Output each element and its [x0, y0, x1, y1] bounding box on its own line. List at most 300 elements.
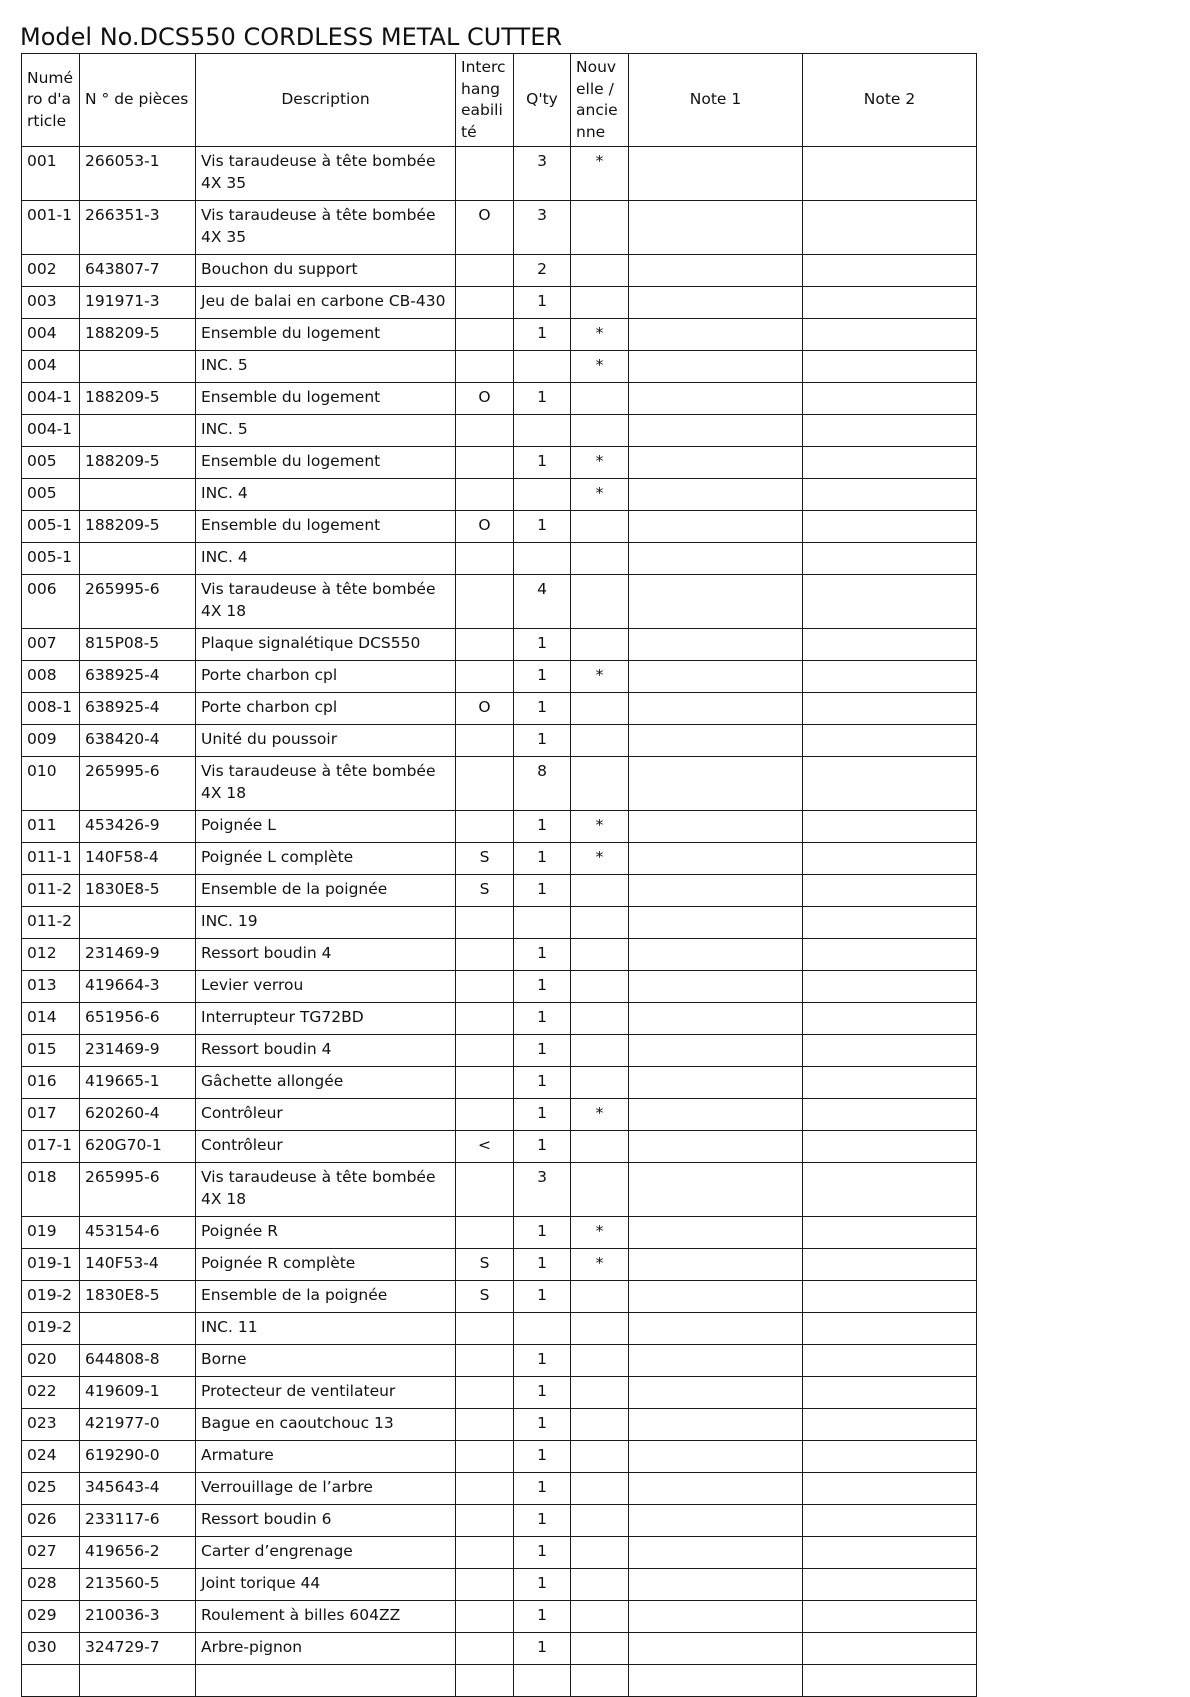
cell-note1	[629, 447, 803, 479]
cell-interchangeability	[456, 1377, 514, 1409]
cell-interchangeability: O	[456, 201, 514, 255]
cell-note2	[803, 147, 977, 201]
cell-part-no: 188209-5	[80, 383, 196, 415]
header-qty: Q'ty	[514, 54, 571, 147]
cell-note2	[803, 1131, 977, 1163]
cell-part-no: 419664-3	[80, 971, 196, 1003]
cell-description: Ressort boudin 6	[196, 1505, 456, 1537]
cell-item-no: 002	[22, 255, 80, 287]
cell-item-no: 023	[22, 1409, 80, 1441]
cell-qty	[514, 479, 571, 511]
cell-qty	[514, 1313, 571, 1345]
cell-interchangeability: O	[456, 693, 514, 725]
table-row	[22, 1345, 977, 1377]
cell-part-no: 638925-4	[80, 693, 196, 725]
cell-note2	[803, 907, 977, 939]
cell-qty: 3	[514, 201, 571, 255]
cell-description: Vis taraudeuse à tête bombée 4X 35	[196, 147, 456, 201]
cell-new-old	[571, 287, 629, 319]
cell-note1	[629, 575, 803, 629]
cell-interchangeability	[456, 939, 514, 971]
table-row	[22, 1537, 977, 1569]
cell-note2	[803, 319, 977, 351]
cell-new-old	[571, 693, 629, 725]
cell-qty	[514, 415, 571, 447]
table-row	[22, 1131, 977, 1163]
cell-item-no: 004	[22, 319, 80, 351]
table-row	[22, 1099, 977, 1131]
cell-note1	[629, 1505, 803, 1537]
cell-interchangeability	[456, 1345, 514, 1377]
cell-part-no: 419656-2	[80, 1537, 196, 1569]
cell-part-no	[80, 351, 196, 383]
cell-item-no: 025	[22, 1473, 80, 1505]
cell-item-no: 016	[22, 1067, 80, 1099]
cell-note1	[629, 757, 803, 811]
cell-note2	[803, 1665, 977, 1697]
cell-note2	[803, 1505, 977, 1537]
cell-new-old	[571, 875, 629, 907]
cell-description: Plaque signalétique DCS550	[196, 629, 456, 661]
table-row	[22, 447, 977, 479]
cell-description: INC. 4	[196, 479, 456, 511]
cell-item-no: 004-1	[22, 415, 80, 447]
cell-new-old	[571, 971, 629, 1003]
cell-qty: 1	[514, 1377, 571, 1409]
cell-note1	[629, 875, 803, 907]
cell-note2	[803, 447, 977, 479]
cell-interchangeability	[456, 351, 514, 383]
cell-part-no: 231469-9	[80, 1035, 196, 1067]
cell-interchangeability	[456, 415, 514, 447]
cell-qty: 1	[514, 693, 571, 725]
cell-interchangeability	[456, 543, 514, 575]
cell-part-no: 643807-7	[80, 255, 196, 287]
cell-new-old: *	[571, 1249, 629, 1281]
cell-note1	[629, 1249, 803, 1281]
page-title: Model No.DCS550 CORDLESS METAL CUTTER	[20, 23, 563, 51]
cell-new-old	[571, 575, 629, 629]
cell-item-no: 013	[22, 971, 80, 1003]
cell-note2	[803, 939, 977, 971]
cell-qty: 1	[514, 1409, 571, 1441]
cell-item-no: 008-1	[22, 693, 80, 725]
cell-note1	[629, 1633, 803, 1665]
table-row	[22, 1505, 977, 1537]
cell-item-no	[22, 1665, 80, 1697]
cell-note1	[629, 201, 803, 255]
cell-part-no	[80, 415, 196, 447]
cell-description: INC. 11	[196, 1313, 456, 1345]
cell-qty: 1	[514, 971, 571, 1003]
cell-item-no: 008	[22, 661, 80, 693]
cell-item-no: 006	[22, 575, 80, 629]
cell-item-no: 022	[22, 1377, 80, 1409]
cell-new-old	[571, 1313, 629, 1345]
cell-new-old	[571, 1281, 629, 1313]
table-row	[22, 629, 977, 661]
cell-item-no: 003	[22, 287, 80, 319]
cell-qty: 1	[514, 1601, 571, 1633]
cell-description: Ensemble de la poignée	[196, 1281, 456, 1313]
cell-item-no: 017	[22, 1099, 80, 1131]
cell-item-no: 011-1	[22, 843, 80, 875]
cell-note1	[629, 319, 803, 351]
table-row	[22, 1163, 977, 1217]
table-row	[22, 1281, 977, 1313]
table-row	[22, 725, 977, 757]
cell-note1	[629, 1409, 803, 1441]
cell-item-no: 019-1	[22, 1249, 80, 1281]
cell-note2	[803, 661, 977, 693]
cell-note1	[629, 1537, 803, 1569]
cell-new-old	[571, 1601, 629, 1633]
cell-part-no: 345643-4	[80, 1473, 196, 1505]
cell-description: Carter d’engrenage	[196, 1537, 456, 1569]
cell-note1	[629, 1569, 803, 1601]
cell-part-no: 210036-3	[80, 1601, 196, 1633]
cell-part-no: 140F58-4	[80, 843, 196, 875]
table-row	[22, 1003, 977, 1035]
cell-item-no: 004	[22, 351, 80, 383]
cell-description: Ensemble du logement	[196, 319, 456, 351]
cell-description: Protecteur de ventilateur	[196, 1377, 456, 1409]
cell-note1	[629, 1099, 803, 1131]
cell-description: Borne	[196, 1345, 456, 1377]
cell-interchangeability	[456, 1163, 514, 1217]
cell-description: Jeu de balai en carbone CB-430	[196, 287, 456, 319]
cell-description: INC. 5	[196, 415, 456, 447]
cell-note2	[803, 1281, 977, 1313]
cell-interchangeability	[456, 907, 514, 939]
cell-qty: 4	[514, 575, 571, 629]
cell-note2	[803, 1217, 977, 1249]
cell-description: Verrouillage de l’arbre	[196, 1473, 456, 1505]
cell-part-no: 1830E8-5	[80, 1281, 196, 1313]
cell-description: Vis taraudeuse à tête bombée 4X 18	[196, 1163, 456, 1217]
cell-description: Roulement à billes 604ZZ	[196, 1601, 456, 1633]
cell-description: Levier verrou	[196, 971, 456, 1003]
table-row	[22, 1601, 977, 1633]
cell-note2	[803, 971, 977, 1003]
cell-note2	[803, 629, 977, 661]
cell-interchangeability	[456, 1505, 514, 1537]
cell-item-no: 009	[22, 725, 80, 757]
cell-new-old	[571, 1505, 629, 1537]
cell-qty: 1	[514, 843, 571, 875]
cell-note1	[629, 255, 803, 287]
table-row	[22, 757, 977, 811]
cell-new-old	[571, 1409, 629, 1441]
cell-note2	[803, 1067, 977, 1099]
cell-new-old	[571, 939, 629, 971]
cell-item-no: 026	[22, 1505, 80, 1537]
cell-note2	[803, 575, 977, 629]
cell-item-no: 004-1	[22, 383, 80, 415]
cell-description: Joint torique 44	[196, 1569, 456, 1601]
cell-note2	[803, 811, 977, 843]
cell-part-no: 620260-4	[80, 1099, 196, 1131]
cell-qty: 1	[514, 811, 571, 843]
cell-description: Ensemble du logement	[196, 447, 456, 479]
cell-interchangeability	[456, 1067, 514, 1099]
table-row	[22, 843, 977, 875]
table-row	[22, 543, 977, 575]
table-row	[22, 511, 977, 543]
cell-interchangeability	[456, 287, 514, 319]
cell-note1	[629, 1217, 803, 1249]
cell-part-no: 191971-3	[80, 287, 196, 319]
cell-part-no: 233117-6	[80, 1505, 196, 1537]
cell-qty: 1	[514, 287, 571, 319]
table-row	[22, 1665, 977, 1697]
cell-qty: 1	[514, 661, 571, 693]
cell-part-no: 619290-0	[80, 1441, 196, 1473]
cell-note1	[629, 907, 803, 939]
cell-new-old	[571, 1163, 629, 1217]
cell-qty: 2	[514, 255, 571, 287]
cell-qty: 1	[514, 875, 571, 907]
cell-interchangeability	[456, 661, 514, 693]
cell-note1	[629, 1003, 803, 1035]
cell-qty: 1	[514, 1633, 571, 1665]
cell-part-no: 1830E8-5	[80, 875, 196, 907]
cell-part-no: 453154-6	[80, 1217, 196, 1249]
cell-description: Porte charbon cpl	[196, 693, 456, 725]
cell-part-no: 140F53-4	[80, 1249, 196, 1281]
cell-interchangeability: S	[456, 1249, 514, 1281]
table-row	[22, 287, 977, 319]
cell-item-no: 001-1	[22, 201, 80, 255]
cell-item-no: 019-2	[22, 1281, 80, 1313]
cell-note2	[803, 1313, 977, 1345]
cell-note2	[803, 1003, 977, 1035]
cell-interchangeability	[456, 629, 514, 661]
cell-qty: 1	[514, 629, 571, 661]
cell-new-old	[571, 383, 629, 415]
table-row	[22, 1067, 977, 1099]
cell-note1	[629, 147, 803, 201]
cell-item-no: 020	[22, 1345, 80, 1377]
cell-note1	[629, 661, 803, 693]
cell-interchangeability	[456, 1633, 514, 1665]
cell-new-old	[571, 1345, 629, 1377]
cell-part-no: 644808-8	[80, 1345, 196, 1377]
cell-part-no: 638925-4	[80, 661, 196, 693]
cell-note1	[629, 479, 803, 511]
cell-item-no: 019-2	[22, 1313, 80, 1345]
cell-qty: 1	[514, 1537, 571, 1569]
cell-qty: 1	[514, 725, 571, 757]
cell-note1	[629, 843, 803, 875]
cell-interchangeability	[456, 1035, 514, 1067]
cell-interchangeability: O	[456, 383, 514, 415]
cell-note2	[803, 693, 977, 725]
cell-note1	[629, 1665, 803, 1697]
cell-note1	[629, 511, 803, 543]
cell-qty: 1	[514, 1217, 571, 1249]
cell-new-old: *	[571, 661, 629, 693]
cell-new-old	[571, 511, 629, 543]
cell-note1	[629, 693, 803, 725]
cell-item-no: 029	[22, 1601, 80, 1633]
cell-interchangeability	[456, 757, 514, 811]
cell-qty: 1	[514, 1281, 571, 1313]
table-row	[22, 1473, 977, 1505]
cell-interchangeability	[456, 725, 514, 757]
cell-part-no: 265995-6	[80, 575, 196, 629]
table-row	[22, 1217, 977, 1249]
cell-qty: 1	[514, 1249, 571, 1281]
cell-qty: 8	[514, 757, 571, 811]
cell-note2	[803, 1633, 977, 1665]
cell-interchangeability	[456, 479, 514, 511]
table-row	[22, 1035, 977, 1067]
cell-description: Vis taraudeuse à tête bombée 4X 18	[196, 757, 456, 811]
cell-note2	[803, 1441, 977, 1473]
table-row	[22, 693, 977, 725]
cell-note2	[803, 1601, 977, 1633]
table-row	[22, 939, 977, 971]
cell-new-old	[571, 1665, 629, 1697]
cell-qty: 1	[514, 1473, 571, 1505]
cell-note2	[803, 479, 977, 511]
cell-note2	[803, 415, 977, 447]
cell-interchangeability	[456, 255, 514, 287]
cell-item-no: 015	[22, 1035, 80, 1067]
cell-new-old	[571, 1131, 629, 1163]
cell-part-no: 419665-1	[80, 1067, 196, 1099]
table-row	[22, 1633, 977, 1665]
cell-interchangeability	[456, 1665, 514, 1697]
cell-note1	[629, 811, 803, 843]
cell-item-no: 007	[22, 629, 80, 661]
cell-note2	[803, 1099, 977, 1131]
cell-part-no: 265995-6	[80, 1163, 196, 1217]
cell-note1	[629, 939, 803, 971]
cell-description: INC. 4	[196, 543, 456, 575]
cell-note2	[803, 1473, 977, 1505]
cell-note2	[803, 1409, 977, 1441]
cell-description: Gâchette allongée	[196, 1067, 456, 1099]
cell-item-no: 005-1	[22, 543, 80, 575]
cell-new-old	[571, 725, 629, 757]
cell-description: Armature	[196, 1441, 456, 1473]
cell-note1	[629, 351, 803, 383]
cell-new-old	[571, 1035, 629, 1067]
cell-description: Bouchon du support	[196, 255, 456, 287]
cell-item-no: 027	[22, 1537, 80, 1569]
cell-note2	[803, 383, 977, 415]
cell-interchangeability: S	[456, 843, 514, 875]
cell-qty	[514, 543, 571, 575]
cell-qty: 1	[514, 939, 571, 971]
cell-qty: 3	[514, 1163, 571, 1217]
cell-item-no: 014	[22, 1003, 80, 1035]
cell-part-no: 265995-6	[80, 757, 196, 811]
cell-part-no: 213560-5	[80, 1569, 196, 1601]
cell-description: Ensemble du logement	[196, 383, 456, 415]
cell-item-no: 019	[22, 1217, 80, 1249]
cell-description: Arbre-pignon	[196, 1633, 456, 1665]
cell-note2	[803, 201, 977, 255]
table-row	[22, 255, 977, 287]
cell-item-no: 024	[22, 1441, 80, 1473]
cell-new-old	[571, 1067, 629, 1099]
cell-note2	[803, 875, 977, 907]
cell-description: Ressort boudin 4	[196, 1035, 456, 1067]
cell-note1	[629, 543, 803, 575]
cell-part-no: 638420-4	[80, 725, 196, 757]
cell-interchangeability	[456, 1569, 514, 1601]
cell-note1	[629, 1035, 803, 1067]
table-row	[22, 1569, 977, 1601]
header-new-old: Nouvelle / ancienne	[571, 54, 629, 147]
cell-interchangeability: S	[456, 1281, 514, 1313]
cell-interchangeability	[456, 1099, 514, 1131]
table-row	[22, 201, 977, 255]
table-row	[22, 907, 977, 939]
cell-new-old	[571, 1537, 629, 1569]
cell-description: Ensemble de la poignée	[196, 875, 456, 907]
cell-item-no: 005	[22, 479, 80, 511]
table-row	[22, 351, 977, 383]
cell-note1	[629, 629, 803, 661]
cell-interchangeability	[456, 1441, 514, 1473]
cell-new-old	[571, 1377, 629, 1409]
cell-interchangeability	[456, 1003, 514, 1035]
table-header-row	[22, 54, 977, 147]
cell-note2	[803, 287, 977, 319]
cell-description: INC. 5	[196, 351, 456, 383]
header-note1: Note 1	[629, 54, 803, 147]
cell-note2	[803, 843, 977, 875]
cell-note1	[629, 1163, 803, 1217]
cell-item-no: 005-1	[22, 511, 80, 543]
cell-description: Vis taraudeuse à tête bombée 4X 35	[196, 201, 456, 255]
cell-item-no: 005	[22, 447, 80, 479]
cell-new-old: *	[571, 479, 629, 511]
cell-description: Poignée R	[196, 1217, 456, 1249]
header-part-no: N ° de pièces	[80, 54, 196, 147]
cell-description: Unité du poussoir	[196, 725, 456, 757]
header-interchangeability: Interchangeabilité	[456, 54, 514, 147]
cell-qty: 1	[514, 1505, 571, 1537]
cell-qty: 1	[514, 383, 571, 415]
cell-new-old: *	[571, 447, 629, 479]
cell-item-no: 010	[22, 757, 80, 811]
cell-note1	[629, 1067, 803, 1099]
cell-new-old: *	[571, 811, 629, 843]
cell-part-no	[80, 1313, 196, 1345]
cell-part-no: 419609-1	[80, 1377, 196, 1409]
cell-new-old	[571, 1633, 629, 1665]
table-row	[22, 811, 977, 843]
parts-table	[21, 53, 977, 1697]
cell-description: Poignée L	[196, 811, 456, 843]
cell-item-no: 030	[22, 1633, 80, 1665]
cell-qty: 1	[514, 1345, 571, 1377]
cell-description: Ressort boudin 4	[196, 939, 456, 971]
cell-description: Poignée L complète	[196, 843, 456, 875]
cell-description: Bague en caoutchouc 13	[196, 1409, 456, 1441]
cell-description: Vis taraudeuse à tête bombée 4X 18	[196, 575, 456, 629]
cell-interchangeability: S	[456, 875, 514, 907]
cell-new-old	[571, 1473, 629, 1505]
cell-item-no: 011-2	[22, 875, 80, 907]
cell-note2	[803, 1377, 977, 1409]
cell-part-no: 231469-9	[80, 939, 196, 971]
